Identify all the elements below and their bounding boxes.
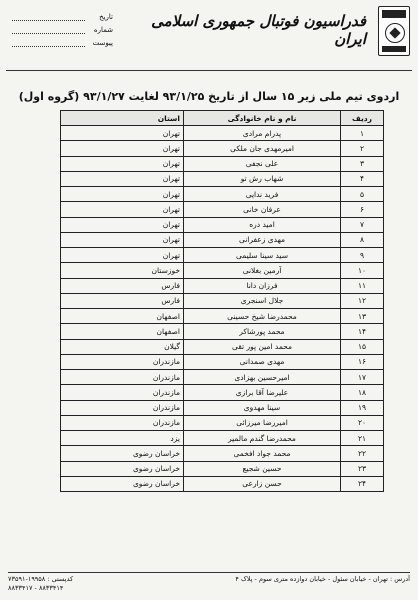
header-num: ردیف: [341, 111, 384, 126]
row-num: ۶: [341, 202, 384, 217]
row-name: جلال اسنجری: [184, 293, 341, 308]
table-row: [61, 248, 384, 263]
row-state: تهران: [61, 141, 184, 156]
row-state: مازندران: [61, 354, 184, 369]
meta-date-label: تاریخ: [99, 12, 113, 21]
meta-date-line: [12, 12, 85, 21]
row-name: مهدی زعفرانی: [184, 232, 341, 247]
roster-table-wrap: [60, 110, 384, 492]
table-row: [61, 232, 384, 247]
row-num: ۲۴: [341, 476, 384, 491]
row-num: ۱۴: [341, 324, 384, 339]
row-state: اصفهان: [61, 309, 184, 324]
row-num: ۱: [341, 126, 384, 141]
table-row: [61, 202, 384, 217]
table-row: [61, 431, 384, 446]
row-num: ۱۱: [341, 278, 384, 293]
row-num: ۷: [341, 217, 384, 232]
meta-attachment-label: پیوست: [92, 38, 113, 47]
row-num: ۱۹: [341, 400, 384, 415]
row-state: تهران: [61, 171, 184, 186]
federation-logo-icon: [378, 6, 410, 56]
table-row: [61, 476, 384, 491]
meta-number-line: [12, 25, 85, 34]
row-num: ۱۸: [341, 385, 384, 400]
row-name: حسن زارعی: [184, 476, 341, 491]
table-row: [61, 263, 384, 278]
org-title: فدراسیون فوتبال جمهوری اسلامی ایران: [151, 12, 366, 48]
row-name: سید سینا سلیمی: [184, 248, 341, 263]
row-state: تهران: [61, 126, 184, 141]
table-row: [61, 446, 384, 461]
row-name: فرید ندایی: [184, 187, 341, 202]
row-state: تهران: [61, 202, 184, 217]
row-name: مهدی صمدانی: [184, 354, 341, 369]
table-row: [61, 171, 384, 186]
row-state: خراسان رضوی: [61, 446, 184, 461]
row-state: گیلان: [61, 339, 184, 354]
row-num: ۱۷: [341, 370, 384, 385]
document-heading: اردوی تیم ملی زیر ۱۵ سال از تاریخ ۹۳/۱/۲۵ لغایت ۹۳/۱/۲۷ (گروه اول): [18, 90, 400, 103]
row-name: امیررضا میرزائی: [184, 415, 341, 430]
table-row: [61, 400, 384, 415]
letter-footer: [8, 572, 410, 593]
table-row: [61, 461, 384, 476]
row-num: ۲: [341, 141, 384, 156]
row-name: محمد امین پور تقی: [184, 339, 341, 354]
table-row: [61, 156, 384, 171]
row-name: محمد پورشاکر: [184, 324, 341, 339]
footer-phones: ۸۸۳۳۴۱۴ - ۸۸۳۳۴۱۷: [8, 584, 64, 592]
row-state: خوزستان: [61, 263, 184, 278]
table-header-row: [61, 111, 384, 126]
row-name: امید دره: [184, 217, 341, 232]
table-row: [61, 415, 384, 430]
roster-table: [60, 110, 384, 492]
table-row: [61, 187, 384, 202]
row-num: ۱۳: [341, 309, 384, 324]
row-name: سینا مهدوی: [184, 400, 341, 415]
row-num: ۵: [341, 187, 384, 202]
row-num: ۴: [341, 171, 384, 186]
row-name: محمد جواد افخمی: [184, 446, 341, 461]
row-state: یزد: [61, 431, 184, 446]
meta-attachment-line: [12, 38, 85, 47]
table-row: [61, 354, 384, 369]
table-row: [61, 278, 384, 293]
row-num: ۱۵: [341, 339, 384, 354]
row-name: آرمین بغلانی: [184, 263, 341, 278]
row-num: ۲۰: [341, 415, 384, 430]
row-state: تهران: [61, 248, 184, 263]
table-row: [61, 217, 384, 232]
row-state: مازندران: [61, 415, 184, 430]
row-num: ۱۶: [341, 354, 384, 369]
row-num: ۱۲: [341, 293, 384, 308]
meta-number: [8, 23, 113, 36]
table-row: [61, 293, 384, 308]
header-divider: [6, 70, 412, 71]
table-row: [61, 141, 384, 156]
row-num: ۳: [341, 156, 384, 171]
row-state: تهران: [61, 232, 184, 247]
row-state: اصفهان: [61, 324, 184, 339]
row-name: فرزان دانا: [184, 278, 341, 293]
header-name: نام و نام خانوادگی: [184, 111, 341, 126]
row-name: حسین شجیع: [184, 461, 341, 476]
letter-meta: [8, 10, 113, 49]
row-num: ۱۰: [341, 263, 384, 278]
row-num: ۲۱: [341, 431, 384, 446]
row-state: مازندران: [61, 370, 184, 385]
row-num: ۹: [341, 248, 384, 263]
row-state: تهران: [61, 217, 184, 232]
row-num: ۲۲: [341, 446, 384, 461]
row-name: محمدرضا گندم مالمیر: [184, 431, 341, 446]
row-state: مازندران: [61, 385, 184, 400]
row-state: تهران: [61, 187, 184, 202]
row-name: علی نجفی: [184, 156, 341, 171]
row-name: پدرام مرادی: [184, 126, 341, 141]
header-state: استان: [61, 111, 184, 126]
row-state: مازندران: [61, 400, 184, 415]
row-name: محمدرضا شیخ حسینی: [184, 309, 341, 324]
table-row: [61, 385, 384, 400]
footer-address: آدرس : تهران - خیابان سئول - خیابان دوازده متری سوم - پلاک ۴: [235, 575, 410, 583]
row-state: خراسان رضوی: [61, 476, 184, 491]
table-row: [61, 324, 384, 339]
table-row: [61, 339, 384, 354]
row-num: ۸: [341, 232, 384, 247]
row-state: فارس: [61, 293, 184, 308]
row-state: تهران: [61, 156, 184, 171]
row-state: خراسان رضوی: [61, 461, 184, 476]
meta-number-label: شماره: [93, 25, 113, 34]
footer-postal: کدپستی : ۱۹۹۵۸-۷۳۵۹۱: [8, 575, 74, 583]
table-row: [61, 126, 384, 141]
row-state: فارس: [61, 278, 184, 293]
table-row: [61, 370, 384, 385]
meta-date: [8, 10, 113, 23]
table-row: [61, 309, 384, 324]
row-name: علیرضا آقا برازی: [184, 385, 341, 400]
row-name: عرفان خانی: [184, 202, 341, 217]
row-name: امیرمهدی جان ملکی: [184, 141, 341, 156]
meta-attachment: [8, 36, 113, 49]
row-name: شهاب رش تو: [184, 171, 341, 186]
row-name: امیرحسین بهزادی: [184, 370, 341, 385]
row-num: ۲۳: [341, 461, 384, 476]
